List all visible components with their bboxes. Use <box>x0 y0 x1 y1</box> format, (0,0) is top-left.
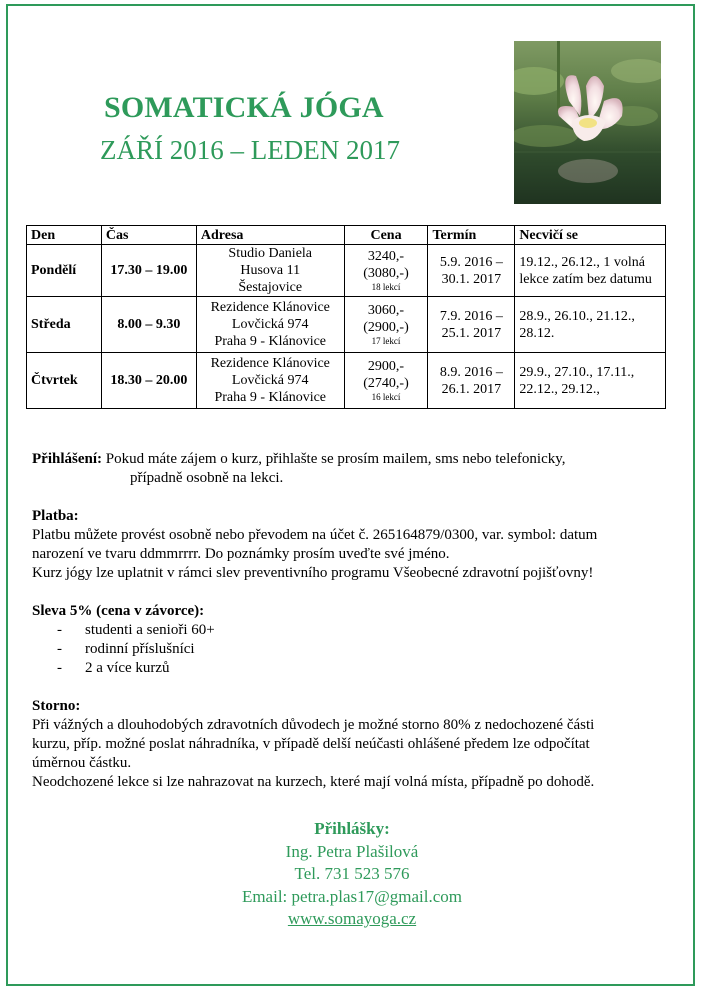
lesson-count: 18 lekcí <box>371 282 401 292</box>
cell-skipped-dates: 19.12., 26.12., 1 volná lekce zatím bez datumu <box>515 245 666 297</box>
column-header-time: Čas <box>101 226 196 245</box>
column-header-day: Den <box>27 226 102 245</box>
column-header-skipped: Necvičí se <box>515 226 666 245</box>
cell-time: 8.00 – 9.30 <box>101 297 196 353</box>
cell-skipped-dates: 29.9., 27.10., 17.11., 22.12., 29.12., <box>515 353 666 409</box>
page-subtitle: ZÁŘÍ 2016 – LEDEN 2017 <box>100 135 400 165</box>
cell-day: Pondělí <box>27 245 102 297</box>
cell-price <box>344 353 428 409</box>
price-full: 3240,- <box>367 249 405 264</box>
cell-address <box>196 297 344 353</box>
price-reduced: (2740,-) <box>363 376 409 391</box>
payment-line: Kurz jógy lze uplatnit v rámci slev preventivního programu Všeobecné zdravotní pojišťovny! <box>32 565 594 581</box>
cell-time: 18.30 – 20.00 <box>101 353 196 409</box>
term-start: 7.9. 2016 – <box>439 308 503 324</box>
cell-skipped-dates: 28.9., 26.10., 21.12., 28.12. <box>515 297 666 353</box>
cell-address <box>196 245 344 297</box>
table-header-row <box>27 226 666 245</box>
storno-line: Při vážných a dlouhodobých zdravotních důvodech je možné storno 80% z nedochozené části <box>32 717 595 733</box>
column-header-price: Cena <box>344 226 428 245</box>
term-end: 30.1. 2017 <box>441 271 502 287</box>
registration-text: Pokud máte zájem o kurz, přihlašte se prosím mailem, sms nebo telefonicky, <box>102 451 566 467</box>
lotus-photo <box>514 41 661 204</box>
address-line: Šestajovice <box>238 280 303 295</box>
price-reduced: (3080,-) <box>363 266 409 281</box>
list-item: - 2 a více kurzů <box>57 660 170 676</box>
address-line: Studio Daniela <box>228 246 313 261</box>
storno-line: úměrnou částku. <box>32 755 132 771</box>
page-title: SOMATICKÁ JÓGA <box>104 91 384 124</box>
list-item: - studenti a senioři 60+ <box>57 622 215 638</box>
cell-term <box>428 353 515 409</box>
term-end: 25.1. 2017 <box>441 325 502 341</box>
payment-heading: Platba: <box>32 508 79 524</box>
storno-section <box>32 697 594 792</box>
price-full: 2900,- <box>367 359 405 374</box>
cell-day: Čtvrtek <box>27 353 102 409</box>
address-line: Lovčická 974 <box>231 373 309 388</box>
price-reduced: (2900,-) <box>363 320 409 335</box>
cell-day: Středa <box>27 297 102 353</box>
address-line: Lovčická 974 <box>231 317 309 332</box>
cell-price <box>344 245 428 297</box>
contact-email[interactable]: Email: petra.plas17@gmail.com <box>241 886 463 906</box>
contact-heading: Přihlášky: <box>314 819 390 838</box>
cell-address <box>196 353 344 409</box>
list-item: - rodinní příslušníci <box>57 641 195 657</box>
term-start: 8.9. 2016 – <box>439 364 503 380</box>
discount-heading: Sleva 5% (cena v závorce): <box>32 603 205 619</box>
contact-block <box>0 818 704 931</box>
storno-line: kurzu, příp. možné poslat náhradníka, v případě delší neúčasti ohlášené předem lze odpočítat <box>32 736 590 752</box>
address-line: Praha 9 - Klánovice <box>214 390 327 405</box>
contact-phone: Tel. 731 523 576 <box>294 864 410 883</box>
registration-section <box>32 450 566 488</box>
address-line: Rezidence Klánovice <box>210 356 330 371</box>
contact-name: Ing. Petra Plašilová <box>285 841 419 861</box>
cell-term <box>428 297 515 353</box>
payment-line: Platbu můžete provést osobně nebo převodem na účet č. 265164879/0300, var. symbol: datum <box>32 527 598 543</box>
address-line: Praha 9 - Klánovice <box>214 334 327 349</box>
address-line: Husova 11 <box>240 263 301 278</box>
storno-heading: Storno: <box>32 698 81 714</box>
price-full: 3060,- <box>367 303 405 318</box>
payment-line: narození ve tvaru ddmmrrrr. Do poznámky prosím uveďte své jméno. <box>32 546 450 562</box>
website-link[interactable]: www.somayoga.cz <box>287 909 417 928</box>
discount-list <box>32 621 215 678</box>
cell-price <box>344 297 428 353</box>
column-header-address: Adresa <box>196 226 344 245</box>
address-line: Rezidence Klánovice <box>210 300 330 315</box>
lesson-count: 17 lekcí <box>371 336 401 346</box>
discount-section <box>32 602 215 678</box>
registration-label: Přihlášení: <box>32 451 102 467</box>
payment-section <box>32 507 597 583</box>
storno-line: Neodchozené lekce si lze nahrazovat na kurzech, které mají volná místa, případně po dohodě. <box>32 774 595 790</box>
schedule-table <box>26 225 666 409</box>
lesson-count: 16 lekcí <box>371 392 401 402</box>
registration-text-cont: případně osobně na lekci. <box>130 470 284 486</box>
table-row <box>27 297 666 353</box>
term-end: 26.1. 2017 <box>441 381 502 397</box>
cell-time: 17.30 – 19.00 <box>101 245 196 297</box>
term-start: 5.9. 2016 – <box>439 254 503 270</box>
table-row <box>27 353 666 409</box>
table-row <box>27 245 666 297</box>
cell-term <box>428 245 515 297</box>
column-header-term: Termín <box>428 226 515 245</box>
